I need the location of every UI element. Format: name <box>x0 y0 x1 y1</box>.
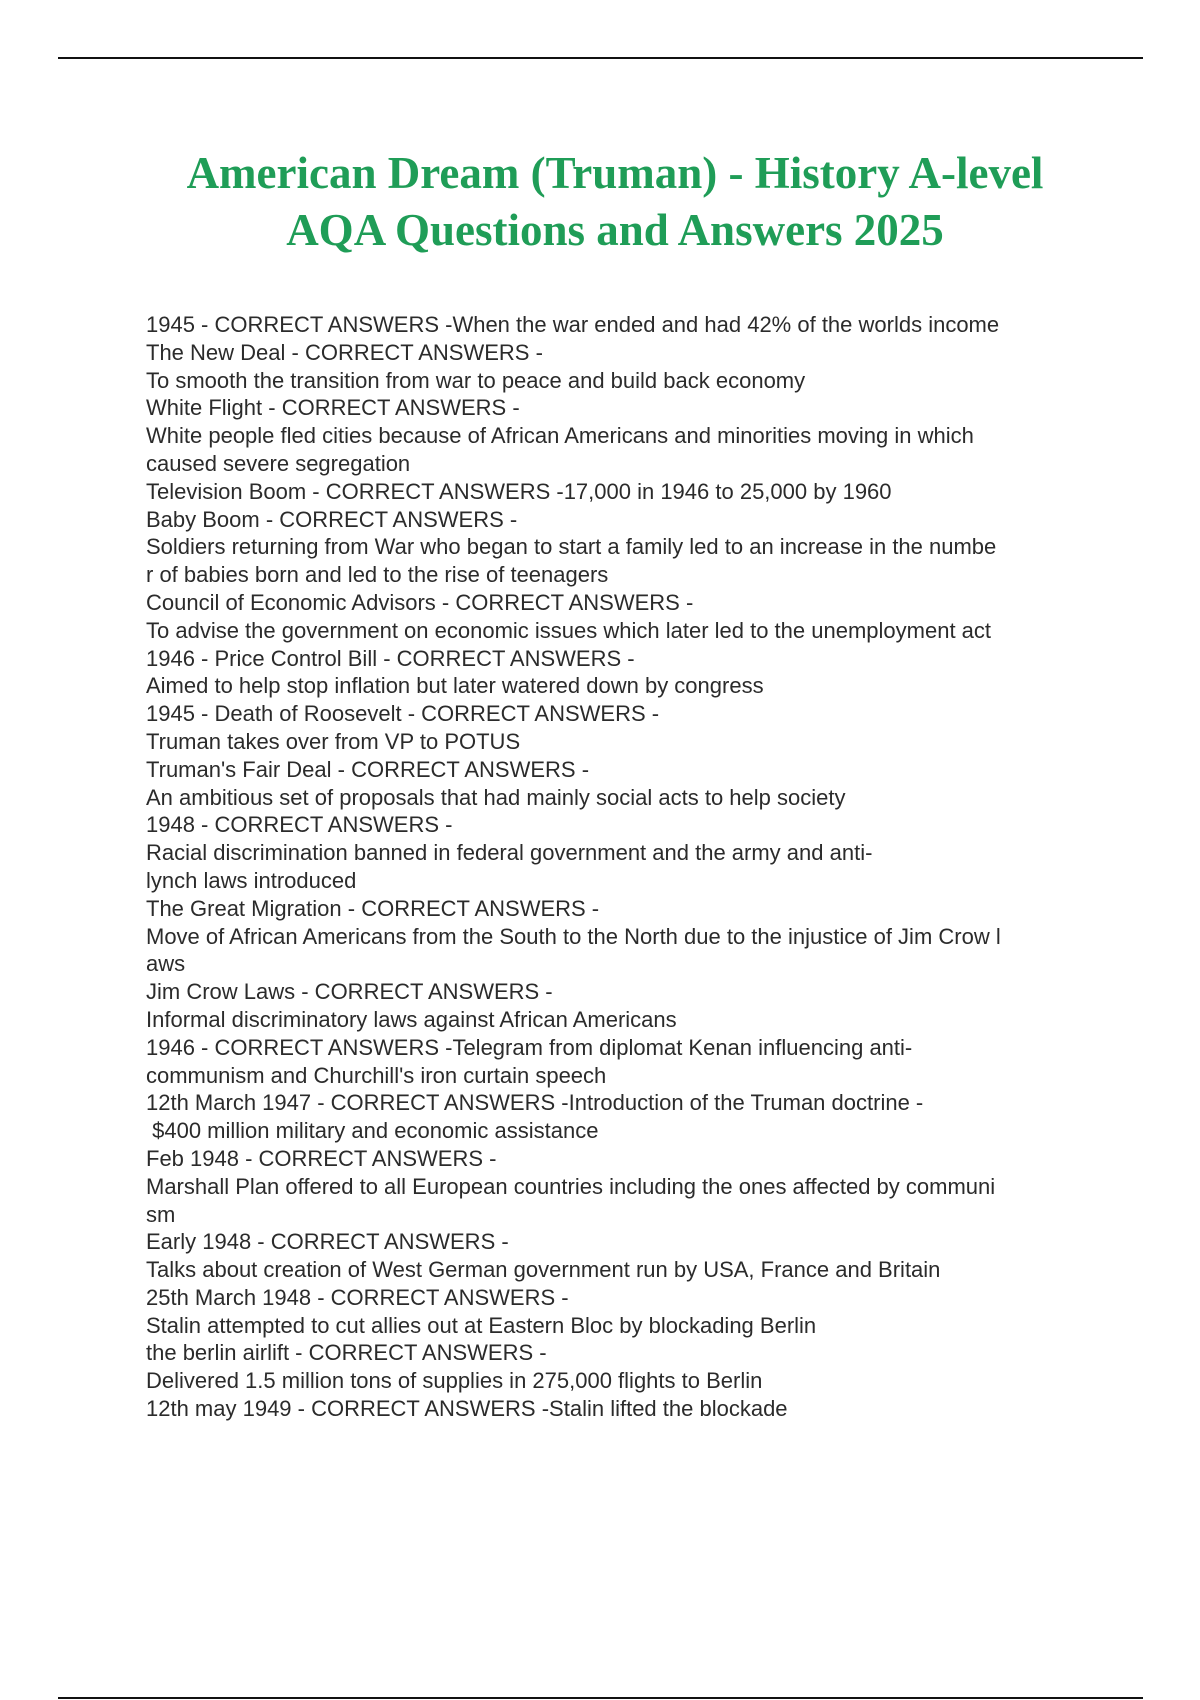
qa-line: 25th March 1948 - CORRECT ANSWERS - <box>146 1284 569 1310</box>
title-line-1: American Dream (Truman) - History A-level <box>186 148 1044 198</box>
qa-line: Stalin attempted to cut allies out at Eastern Bloc by blockading Berlin <box>146 1312 817 1338</box>
qa-line: lynch laws introduced <box>146 867 357 893</box>
qa-line: 1945 - CORRECT ANSWERS -When the war ended and had 42% of the worlds income <box>146 312 1000 337</box>
qa-line: Television Boom - CORRECT ANSWERS -17,000 in 1946 to 25,000 by 1960 <box>146 478 892 504</box>
qa-line: To smooth the transition from war to peace and build back economy <box>146 367 806 393</box>
qa-line: Informal discriminatory laws against African Americans <box>146 1006 677 1032</box>
qa-line: White Flight - CORRECT ANSWERS - <box>146 395 520 421</box>
qa-line: 1948 - CORRECT ANSWERS - <box>146 812 453 838</box>
qa-line: Truman takes over from VP to POTUS <box>146 728 521 754</box>
qa-line: communism and Churchill's iron curtain speech <box>146 1062 607 1088</box>
qa-line: aws <box>146 951 186 977</box>
qa-line: Baby Boom - CORRECT ANSWERS - <box>146 506 518 532</box>
qa-line: Delivered 1.5 million tons of supplies in 275,000 flights to Berlin <box>146 1368 763 1394</box>
qa-line: Move of African Americans from the South to the North due to the injustice of Jim Crow l <box>146 923 1001 949</box>
qa-line: sm <box>146 1201 176 1227</box>
qa-line: To advise the government on economic issues which later led to the unemployment act <box>146 617 992 643</box>
qa-line: Council of Economic Advisors - CORRECT ANSWERS - <box>146 589 694 615</box>
qa-line: the berlin airlift - CORRECT ANSWERS - <box>146 1340 547 1366</box>
qa-line: Talks about creation of West German government run by USA, France and Britain <box>146 1257 941 1283</box>
document-title <box>100 145 1130 259</box>
qa-line: 1946 - Price Control Bill - CORRECT ANSWERS - <box>146 645 635 671</box>
qa-line: The New Deal - CORRECT ANSWERS - <box>146 339 543 365</box>
qa-line: caused severe segregation <box>146 450 411 476</box>
qa-line: 12th may 1949 - CORRECT ANSWERS -Stalin lifted the blockade <box>146 1396 788 1422</box>
qa-line: Feb 1948 - CORRECT ANSWERS - <box>146 1145 497 1171</box>
qa-line: $400 million military and economic assistance <box>146 1118 599 1144</box>
qa-line: Aimed to help stop inflation but later watered down by congress <box>146 673 764 699</box>
bottom-divider <box>58 1697 1143 1699</box>
qa-list <box>146 311 1106 1423</box>
qa-line: 1945 - Death of Roosevelt - CORRECT ANSWERS - <box>146 701 660 727</box>
qa-line: Racial discrimination banned in federal government and the army and anti- <box>146 840 873 866</box>
qa-line: White people fled cities because of African Americans and minorities moving in which <box>146 423 974 449</box>
title-line-2: AQA Questions and Answers 2025 <box>286 205 944 255</box>
qa-line: An ambitious set of proposals that had mainly social acts to help society <box>146 784 846 810</box>
qa-line: r of babies born and led to the rise of teenagers <box>146 562 609 588</box>
qa-line: The Great Migration - CORRECT ANSWERS - <box>146 895 600 921</box>
qa-line: Marshall Plan offered to all European countries including the ones affected by communi <box>146 1173 996 1199</box>
qa-line: Jim Crow Laws - CORRECT ANSWERS - <box>146 979 553 1005</box>
qa-line: Early 1948 - CORRECT ANSWERS - <box>146 1229 509 1255</box>
qa-line: Soldiers returning from War who began to start a family led to an increase in the numbe <box>146 534 997 560</box>
qa-line: Truman's Fair Deal - CORRECT ANSWERS - <box>146 756 590 782</box>
top-divider <box>58 57 1143 59</box>
qa-line: 12th March 1947 - CORRECT ANSWERS -Introduction of the Truman doctrine - <box>146 1090 924 1116</box>
qa-line: 1946 - CORRECT ANSWERS -Telegram from diplomat Kenan influencing anti- <box>146 1034 913 1060</box>
